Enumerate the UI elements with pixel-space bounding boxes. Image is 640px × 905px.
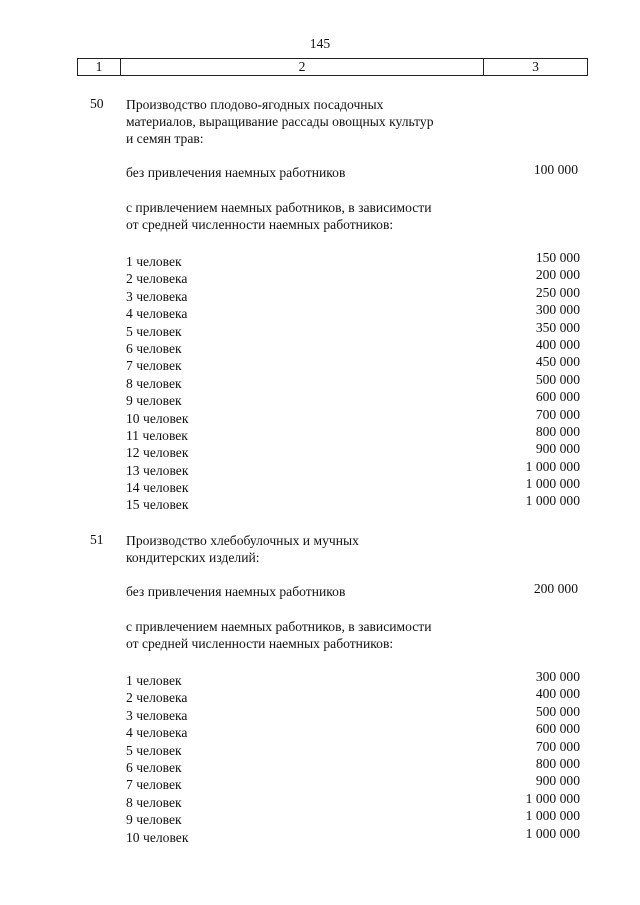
amount-value: 250 000 [535, 284, 580, 300]
amount-value: 700 000 [535, 406, 580, 422]
table-row [0, 825, 640, 847]
employee-count-label: 3 человека [126, 707, 188, 723]
employee-count-label: 9 человек [126, 812, 182, 828]
section-title-line: Производство плодово-ягодных посадочных [126, 97, 384, 112]
employee-count-label: 3 человека [126, 288, 188, 304]
employee-count-label: 4 человека [126, 306, 188, 322]
without-employees-label: без привлечения наемных работников [126, 165, 346, 180]
amount-value: 800 000 [535, 423, 580, 439]
with-employees-line: с привлечением наемных работников, в зависимости [126, 200, 432, 215]
employee-count-label: 4 человека [126, 725, 188, 741]
column-header-1: 1 [78, 59, 121, 75]
amount-value: 200 000 [535, 267, 580, 283]
without-employees-value: 100 000 [533, 162, 578, 177]
amount-value: 600 000 [535, 389, 580, 405]
employee-count-label: 1 человек [126, 673, 182, 688]
without-employees-value: 200 000 [533, 581, 578, 596]
column-header-2: 2 [121, 59, 484, 75]
employee-count-label: 6 человек [126, 340, 182, 356]
table-row [0, 493, 640, 514]
employee-count-label: 7 человек [126, 777, 182, 793]
section-51-rows [0, 669, 640, 847]
employee-count-label: 5 человек [126, 323, 182, 339]
amount-value: 350 000 [535, 319, 580, 335]
section-title-line: Производство хлебобулочных и мучных [126, 533, 359, 548]
amount-value: 400 000 [535, 336, 580, 352]
employee-count-label: 1 человек [126, 254, 182, 269]
amount-value: 900 000 [535, 773, 580, 789]
employee-count-label: 9 человек [126, 393, 182, 409]
amount-value: 500 000 [535, 703, 580, 719]
amount-value: 1 000 000 [525, 790, 580, 806]
employee-count-label: 8 человек [126, 375, 182, 391]
amount-value: 1 000 000 [525, 825, 580, 841]
employee-count-label: 7 человек [126, 358, 182, 374]
section-title [126, 96, 496, 147]
amount-value: 1 000 000 [525, 458, 580, 474]
amount-value: 800 000 [535, 755, 580, 771]
amount-value: 300 000 [535, 302, 580, 318]
employee-count-label: 15 человек [126, 497, 189, 513]
amount-value: 150 000 [535, 250, 580, 265]
section-title [126, 532, 496, 566]
with-employees-line: от средней численности наемных работников: [126, 217, 394, 232]
employee-count-label: 8 человек [126, 794, 182, 810]
employee-count-label: 6 человек [126, 759, 182, 775]
amount-value: 300 000 [535, 669, 580, 684]
section-number: 50 [90, 96, 104, 111]
amount-value: 1 000 000 [525, 808, 580, 824]
employee-count-label: 13 человек [126, 462, 189, 478]
section-number: 51 [90, 532, 104, 547]
amount-value: 500 000 [535, 371, 580, 387]
employee-count-label: 12 человек [126, 445, 189, 461]
amount-value: 700 000 [535, 738, 580, 754]
amount-value: 600 000 [535, 721, 580, 737]
amount-value: 1 000 000 [525, 493, 580, 509]
employee-count-label: 10 человек [126, 410, 189, 426]
with-employees-line: от средней численности наемных работников: [126, 636, 394, 651]
employee-count-label: 2 человека [126, 271, 188, 287]
without-employees-label: без привлечения наемных работников [126, 584, 346, 599]
employee-count-label: 10 человек [126, 829, 189, 845]
with-employees-line: с привлечением наемных работников, в зависимости [126, 619, 432, 634]
employee-count-label: 14 человек [126, 480, 189, 496]
amount-value: 1 000 000 [525, 476, 580, 492]
amount-value: 900 000 [535, 441, 580, 457]
employee-count-label: 5 человек [126, 742, 182, 758]
employee-count-label: 11 человек [126, 427, 188, 443]
amount-value: 400 000 [535, 686, 580, 702]
amount-value: 450 000 [535, 354, 580, 370]
page-number: 145 [309, 36, 331, 51]
section-50-rows [0, 250, 640, 515]
column-header-row [77, 58, 588, 76]
section-title-line: кондитерских изделий: [126, 550, 260, 565]
section-title-line: материалов, выращивание рассады овощных культур [126, 114, 434, 129]
section-title-line: и семян трав: [126, 131, 204, 146]
employee-count-label: 2 человека [126, 690, 188, 706]
column-header-3: 3 [532, 59, 539, 74]
